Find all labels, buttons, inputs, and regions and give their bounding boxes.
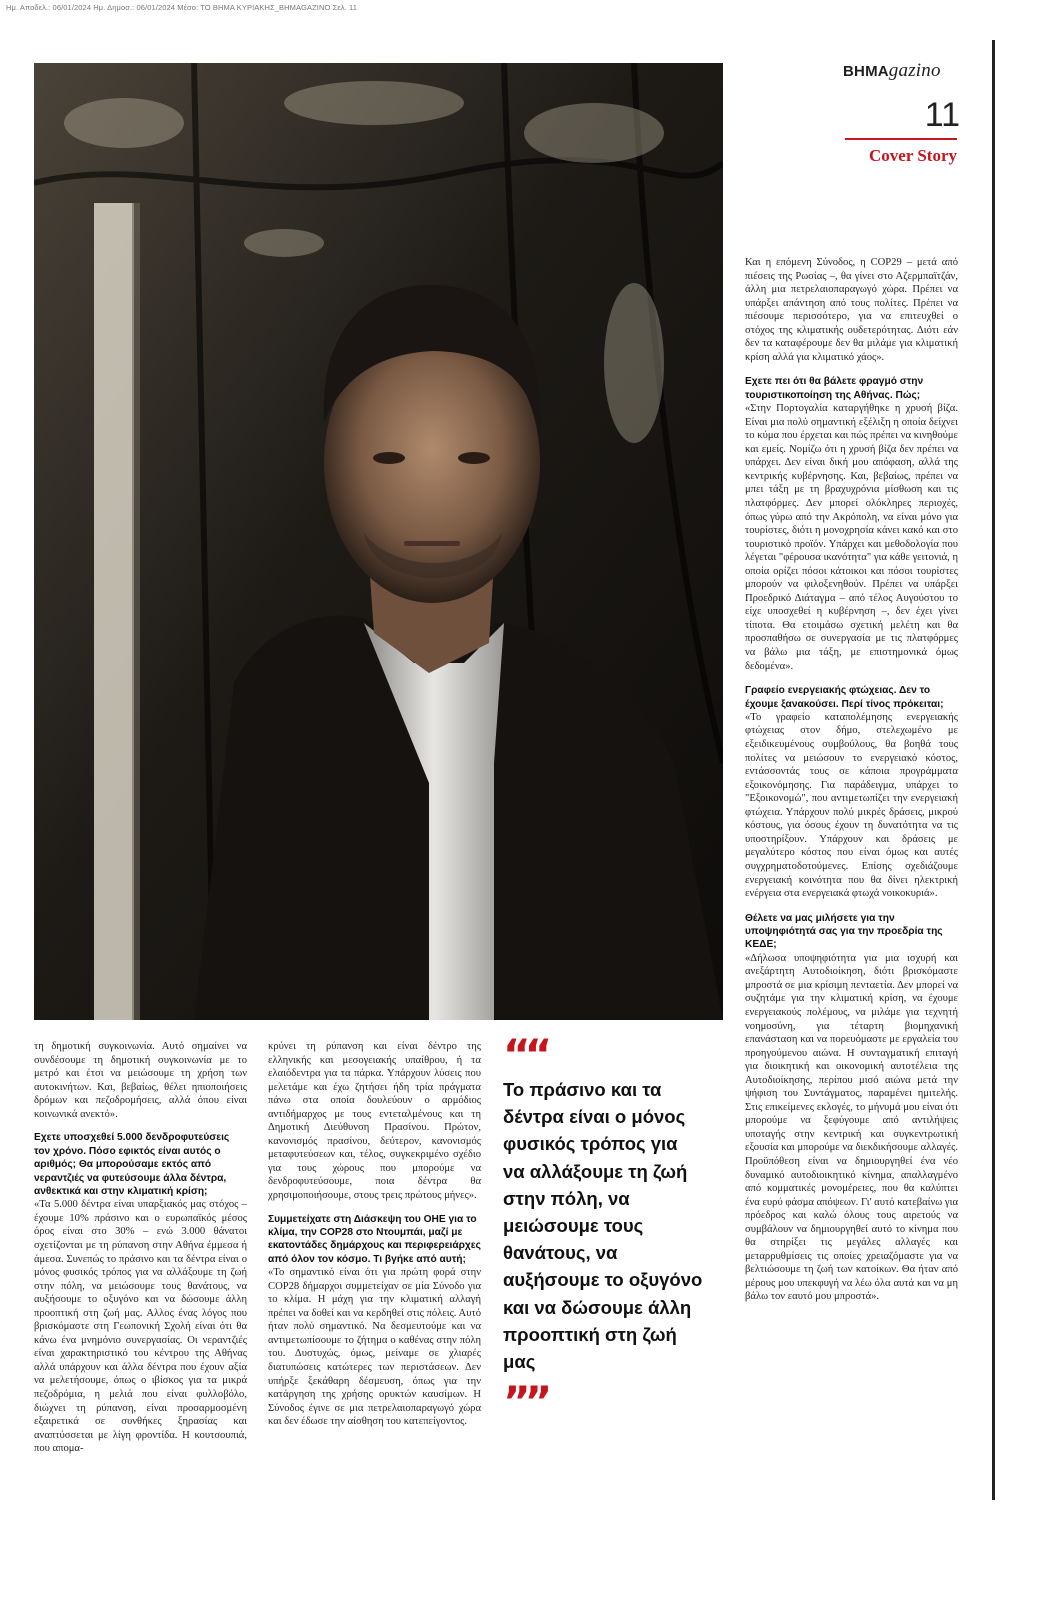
body-paragraph: «Τα 5.000 δέντρα είναι υπαρξιακός μας στόχος – έχουμε 10% πράσινο και ο ευρωπαϊκός μέσος όρος είναι στο 30% – ενώ 3.000 θάνατοι σχετίζονται με τη ρύπανση στην Αθήνα έμμεσα ή άμεσα. Συνεπώς το πράσινο και τα δέντρα είναι ο μόνος φυσικός τρόπος για να αλλάξουμε τη ζωή στην πόλη, να μειώσουμε τους θανάτους, να αυξήσουμε το οξυγόνο και να δώσουμε άλλη προοπτική στη ζωή μας. Αλλος ένας λόγος που βρισκόμαστε στη Γεωπονική Σχολή είναι ότι θα κάνω ένα μνημόνιο συνεργασίας. Οι νεραντζιές είναι χαρακτηριστικό του κέντρου της Αθήνας αλλά υπάρχουν και άλλα δέντρα που έχουν αξία να μελετήσουμε, όπως ο ιβίσκος για τα μικρά πεζοδρόμια, η μελιά που είναι φυλλοβόλο, διώχνει τη ρύπανση, είναι προσαρμοσμένη εξαιρετικά σε συνθήκες ξηρασίας και αναπτύσσεται με λίγη φροντίδα. Η κουτσουπιά, που απομα- xyxy=(34,1199,247,1455)
pull-quote xyxy=(503,1030,703,1427)
article-column-right xyxy=(745,256,958,1304)
pull-quote-text: Το πράσινο και τα δέντρα είναι ο μόνος φυσικός τρόπος για να αλλάξουμε τη ζωή στην πόλη, να μειώσουμε τους θανάτους, να αυξήσουμε το οξυγόνο και να δώσουμε άλλη προοπτική στη ζωή μας xyxy=(503,1079,703,1373)
body-paragraph: τη δημοτική συγκοινωνία. Αυτό σημαίνει να συνδέσουμε τη δημοτική συγκοινωνία με το μετρό και έτσι να μειώσουμε τη χρήση των αυτοκινήτων. Και, βεβαίως, θέλει ηπιοποιήσεις δρόμων και πεζοδρομήσεις, αλλά όπου είναι κοινωνικά ανεκτό». xyxy=(34,1041,247,1120)
interview-question: Θέλετε να μας μιλήσετε για την υποψηφιότητά σας για την προεδρία της ΚΕΔΕ; xyxy=(745,912,943,951)
interview-question: Εχετε υποσχεθεί 5.000 δενδροφυτεύσεις τον χρόνο. Πόσο εφικτός είναι αυτός ο αριθμός; Θα μπορούσαμε εκτός από νεραντζιές να φυτεύσουμε άλλα δέντρα, ανθεκτικά και στην κλιματική κρίση; xyxy=(34,1132,230,1197)
body-paragraph: «Το σημαντικό είναι ότι για πρώτη φορά στην COP28 δήμαρχοι συμμετείχαν σε μία Σύνοδο για το κλίμα. Η μάχη για την κλιματική αλλαγή πρέπει να δοθεί και να κερδηθεί στις πόλεις. Αυτό ήταν πολύ σημαντικό. Να δεσμευτούμε και να αντιμετωπίσουμε το ζήτημα ο καθένας στην πόλη του. Δυστυχώς, όμως, μείναμε σε χλιαρές διατυπώσεις κατώτερες των περιστάσεων. Δεν υπήρξε ξεκάθαρη δέσμευση, όπως για την κατάργηση της χρήσης ορυκτών καυσίμων. Η Σύνοδος έγινε σε μια πετρελαιοπαραγωγό χώρα και δεν έδωσε την αίσθηση του κατεπείγοντος. xyxy=(268,1267,481,1428)
interview-question: Γραφείο ενεργειακής φτώχειας. Δεν το έχουμε ξανακούσει. Περί τίνος πρόκειται; xyxy=(745,685,944,710)
close-quote-mark: ”” xyxy=(503,1377,547,1427)
body-paragraph: Και η επόμενη Σύνοδος, η COP29 – μετά από πιέσεις της Ρωσίας –, θα γίνει στο Αζερμπαϊτζάν, άλλη μια πετρελαιοπαραγωγό χώρα. Πρέπει να υπάρξει απάντηση από τους πολίτες. Πρέπει να πιέσουμε περισσότερο, για να επιτευχθεί ο στόχος της κλιματικής ουδετερότητας. Διότι εάν δεν τα καταφέρουμε δεν θα μιλάμε για κλιματική κρίση αλλά για κλιματικό χάος». xyxy=(745,257,958,363)
section-label: Cover Story xyxy=(869,146,957,165)
page-number: 11 xyxy=(924,96,960,134)
interview-question: Συμμετείχατε στη Διάσκεψη του ΟΗΕ για το κλίμα, την COP28 στο Ντουμπάι, μαζί με εκατοντάδες δημάρχους και περιφερειάρχες από όλον τον κόσμο. Τι βγήκε από αυτή; xyxy=(268,1213,481,1265)
article-column-1 xyxy=(34,1040,247,1456)
page-edge-rule xyxy=(992,40,995,1500)
body-paragraph: «Δήλωσα υποψηφιότητα για μια ισχυρή και ανεξάρτητη Αυτοδιοίκηση, διότι βρισκόμαστε μπροστά σε μια κρίσιμη πενταετία. Δεν μπορεί να συζητάμε για την κλιματική κρίση, να έχουμε ενεργειακούς πολέμους, να μιλάμε για τεχνητή νοημοσύνη, για τέταρτη βιομηχανική επανάσταση και να πορευόμαστε με εργαλεία του προηγούμενου αιώνα. Η συνταγματική επιταγή για διοικητική και οικονομική αυτοτέλεια της Αυτοδιοίκησης, περίπου μισό αιώνα μετά την ψήφιση του Συντάγματος, παραμένει ημιτελής. Στις επικείμενες εκλογές, το μήνυμά μου είναι ότι μπορούμε να ξεφύγουμε από αντιλήψεις υποταγής στην κεντρική και συγκεντρωτική εξουσία και μπορούμε να διεκδικήσουμε αλλαγές. Προϋπόθεση είναι να δημιουργηθεί ένα νέο δυναμικό αυτοδιοικητικό κίνημα, απαλλαγμένο από κομματικές μονομέρειες, που θα καλύπτει ένα ευρύ φάσμα απόψεων. Γι' αυτό κατεβαίνω για πρόεδρος και καλώ όλους τους αιρετούς να συμβάλουν να δημιουργηθεί αυτό το κίνημα που θα στηρίξει τις μεγάλες αλλαγές και μεταρρυθμίσεις τις οποίες χρειαζόμαστε για να βελτιώσουμε τη ζωή των κατοίκων. Θα ήταν από μέρους μου υπεκφυγή να λέω όλα αυτά και να μη βάλω τον εαυτό μου μπροστά». xyxy=(745,952,958,1303)
body-paragraph: κρύνει τη ρύπανση και είναι δέντρο της ελληνικής και μεσογειακής υπαίθρου, ή τα ελαιόδεντρα για τα πάρκα. Υπάρχουν λύσεις που μελετάμε και έχω ζητήσει ήδη τρία πράγματα πάνω στα οποία δουλεύουν ο αρμόδιος αντιδήμαρχος με τους εντεταλμένους και τη Δημοτική Διεύθυνση Πρασίνου. Πρώτον, κανονισμός πρασίνου, δεύτερον, κανονισμός μεταφυτεύσεων και, τέλος, συγκεκριμένο σχέδιο για τους χώρους που μπορούμε να δενδροφυτεύσουμε, ποια δέντρα θα χρησιμοποιήσουμε, στους τρεις πρώτους μήνες». xyxy=(268,1041,481,1202)
interview-question: Εχετε πει ότι θα βάλετε φραγμό στην τουριστικοποίηση της Αθήνας. Πώς; xyxy=(745,376,924,401)
article-column-2 xyxy=(268,1040,481,1429)
body-paragraph: «Στην Πορτογαλία καταργήθηκε η χρυσή βίζα. Είναι μια πολύ σημαντική εξέλιξη η οποία δείχνει το κύμα που έρχεται και πώς πρέπει να κινηθούμε και εμείς. Νομίζω ότι η χρυσή βίζα δεν πρέπει να υπάρχει. Δεν είναι δική μου απόφαση, αλλά της κεντρικής κυβέρνησης. Και, βεβαίως, πρέπει να μπει τάξη με τη βραχυχρόνια μίσθωση και τις πλατφόρμες. Δεν μπορεί ολόκληρες περιοχές, όπως γύρω από την Ακρόπολη, να είναι μόνο για τουρίστες, διότι η μονοχρησία κάνει κακό και στο τουριστικό προϊόν. Υπάρχει και μεθοδολογία που λέγεται "φέρουσα ικανότητα" για κάθε γειτονιά, η οποία ορίζει πόσοι κάτοικοι και πόσοι τουρίστες μπορούν να φιλοξενηθούν. Πρέπει να υπάρξει Προεδρικό Διάταγμα – από τέλος Αυγούστου το είχε υποσχεθεί η κυβέρνηση –, δεν έχει γίνει τίποτα. Θα ετοιμάσω σχετική μελέτη και θα προσπαθήσω σε συνεργασία με τις πλατφόρμες να βάλω μια τάξη, με επιστημονικά όμως δεδομένα». xyxy=(745,403,958,672)
section-rule xyxy=(845,138,957,140)
portrait-photo xyxy=(34,63,723,1020)
open-quote-mark: ““ xyxy=(503,1030,547,1079)
clipping-meta-line: Ημ. Αποδελ.: 06/01/2024 Ημ. Δημοσ.: 06/01/2024 Μέσο: ΤΟ ΒΗΜΑ ΚΥΡΙΑΚΗΣ_ΒΗΜAGAZINO Σελ. 11 xyxy=(6,3,357,12)
body-paragraph: «Το γραφείο καταπολέμησης ενεργειακής φτώχειας στον δήμο, στελεχωμένο με εξειδικευμένους συμβούλους, θα βοηθά τους πολίτες να μειώσουν το ενεργειακό κόστος, εντάσσοντάς τους σε κάποια προγράμματα εξοικονόμησης. Για παράδειγμα, υπάρχει το "Εξοικονομώ", που αντιμετωπίζει την ενεργειακή φτώχεια. Υπάρχουν πολύ μικρές δράσεις, μικρού κόστους, για όσους έχουν τη δυνατότητα να τις υποστηρίξουν. Υπάρχουν και δράσεις με μεγαλύτερο κόστος που είναι όμως και αυτές συγχρηματοδοτούμενες. Επίσης σχεδιάζουμε ενεργειακή κοινότητα που θα δίνει ηλεκτρική ενέργεια στα ενεργειακά φτωχά νοικοκυριά». xyxy=(745,711,958,900)
magazine-logo: ΒΗΜΑgazino xyxy=(843,60,941,81)
